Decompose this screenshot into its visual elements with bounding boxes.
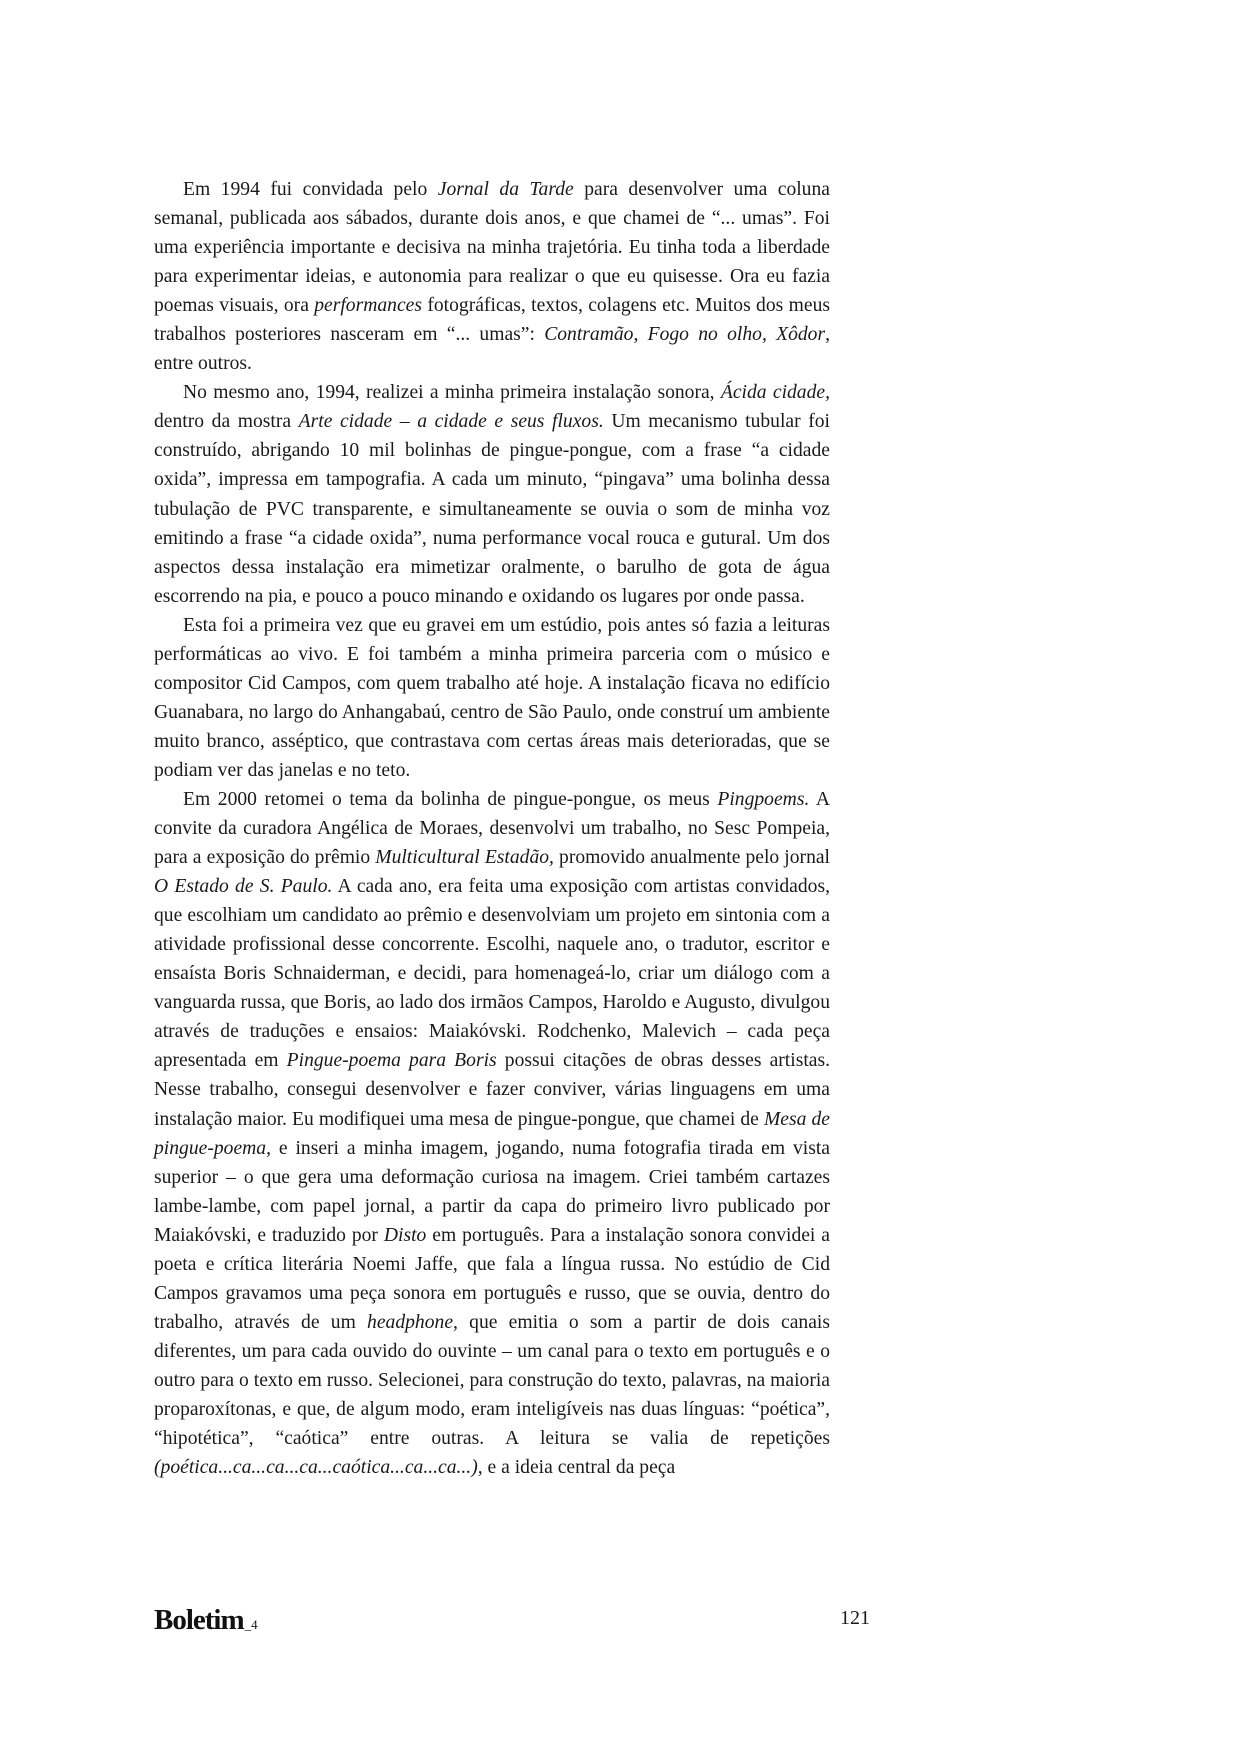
journal-logo-text: Boletim <box>154 1604 244 1636</box>
text-run: Um mecanismo tubular foi construído, abrigando 10 mil bolinhas de pingue-pongue, com a frase “a cidade oxida”, impressa em tampografia. A cada um minuto, “pingava” uma bolinha dessa tubulação de PVC transparente, e simultaneamente se ouvia o som de minha voz emitindo a frase “a cidade oxida”, numa performance vocal rouca e gutural. Um dos aspectos dessa instalação era mimetizar oralmente, o barulho de gota de água escorrendo na pia, e pouco a pouco minando e oxidando os lugares por onde passa. <box>154 411 830 607</box>
italic-text: performances <box>314 295 422 317</box>
text-run: Em 1994 fui convidada pelo <box>183 179 438 200</box>
italic-text: Ácida cidade, <box>720 382 830 404</box>
paragraph <box>154 378 830 610</box>
italic-text: Contramão, Fogo no olho, Xôdor <box>544 324 826 346</box>
italic-text: Mesa de pingue-poema, <box>154 1108 830 1159</box>
body-text <box>154 175 830 1482</box>
italic-text: (poética...ca...ca...ca...caótica...ca...ca...), <box>154 1457 483 1479</box>
text-run: dentro da mostra <box>154 411 299 433</box>
italic-text: Jornal da Tarde <box>437 179 574 200</box>
italic-text: headphone, <box>367 1311 458 1333</box>
journal-logo <box>154 1604 258 1637</box>
italic-text: Multicultural Estadão, <box>375 847 554 869</box>
text-run: A cada ano, era feita uma exposição com artistas convidados, que escolhiam um candidato ao prêmio e desenvolviam um projeto em sintonia com a atividade profissional desse concorrente. Escolhi, naquele ano, o tradutor, escritor e ensaísta Boris Schnaiderman, e decidi, para homenageá-lo, criar um diálogo com a vanguarda russa, que Boris, ao lado dos irmãos Campos, Haroldo e Augusto, divulgou através de traduções e ensaios: Maiakóvski. Rodchenko, Malevich – cada peça apresentada em <box>154 876 830 1072</box>
text-run: Esta foi a primeira vez que eu gravei em um estúdio, pois antes só fazia a leituras performáticas ao vivo. E foi também a minha primeira parceria com o músico e compositor Cid Campos, com quem trabalho até hoje. A instalação ficava no edifício Guanabara, no largo do Anhangabaú, centro de São Paulo, onde construí um ambiente muito branco, asséptico, que contrastava com certas áreas mais deterioradas, que se podiam ver das janelas e no teto. <box>154 614 830 781</box>
text-run: e a ideia central da peça <box>482 1457 676 1479</box>
text-run: , entre outros. <box>154 324 830 375</box>
text-run: em português. Para a instalação sonora convidei a poeta e crítica literária Noemi Jaffe, que fala a língua russa. No estúdio de Cid Campos gravamos uma peça sonora em português e russo, que se ouvia, dentro do trabalho, através de um <box>154 1224 830 1333</box>
text-run: No mesmo ano, 1994, realizei a minha primeira instalação sonora, <box>183 382 721 404</box>
text-run: e inseri a minha imagem, jogando, numa fotografia tirada em vista superior – o que gera uma deformação curiosa na imagem. Criei também cartazes lambe-lambe, com papel jornal, a partir da capa do primeiro livro publicado por Maiakóvski, e traduzido por <box>154 1137 830 1246</box>
text-run: promovido anualmente pelo jornal <box>553 847 831 869</box>
italic-text: Pingue-poema para Boris <box>286 1050 497 1072</box>
paragraph <box>154 175 830 378</box>
text-run: possui citações de obras desses artistas. Nesse trabalho, consegui desenvolver e fazer conviver, várias linguagens em uma instalação maior. Eu modifiquei uma mesa de pingue-pongue, que chamei de <box>154 1050 830 1130</box>
text-run: que emitia o som a partir de dois canais diferentes, um para cada ouvido do ouvinte – um canal para o texto em português e o outro para o texto em russo. Selecionei, para construção do texto, palavras, na maioria proparoxítonas, e que, de algum modo, eram inteligíveis nas duas línguas: “poética”, “hipotética”, “caótica” entre outras. A leitura se valia de repetições <box>154 1311 830 1450</box>
italic-text: Pingpoems. <box>717 788 810 810</box>
paragraph <box>154 611 830 785</box>
text-run: Em 2000 retomei o tema da bolinha de pingue-pongue, os meus <box>183 788 718 810</box>
italic-text: Disto <box>383 1224 427 1246</box>
italic-text: Arte cidade – a cidade e seus fluxos. <box>298 411 604 433</box>
paragraph <box>154 785 830 1482</box>
text-run: para desenvolver uma coluna semanal, publicada aos sábados, durante dois anos, e que chamei de “... umas”. Foi uma experiência importante e decisiva na minha trajetória. Eu tinha toda a liberdade para experimentar ideias, e autonomia para realizar o que eu quisesse. Ora eu fazia poemas visuais, ora <box>154 179 830 317</box>
italic-text: O Estado de S. Paulo. <box>154 876 333 898</box>
journal-issue-number: _4 <box>244 1617 258 1632</box>
text-run: fotográficas, textos, colagens etc. Muitos dos meus trabalhos posteriores nasceram em “... umas”: <box>154 295 830 346</box>
text-run: A convite da curadora Angélica de Moraes, desenvolvi um trabalho, no Sesc Pompeia, para a exposição do prêmio <box>154 788 830 869</box>
page-number: 121 <box>840 1607 870 1629</box>
